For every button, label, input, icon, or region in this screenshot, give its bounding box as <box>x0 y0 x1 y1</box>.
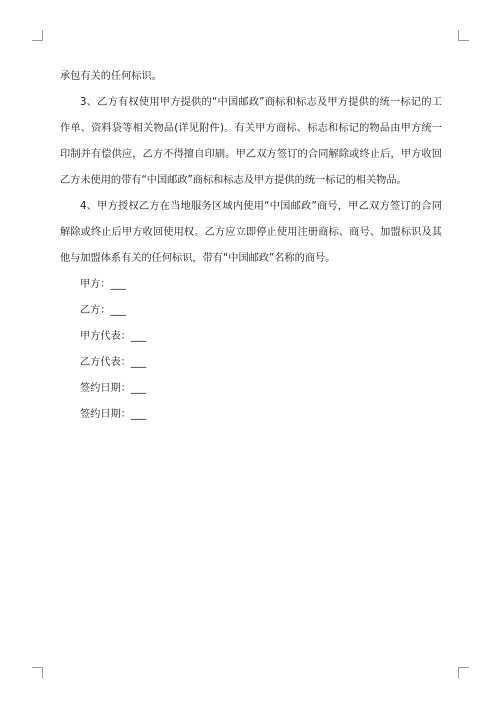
crop-mark-top-left <box>32 30 43 41</box>
signature-party-b-representative: 乙方代表：___ <box>80 357 147 368</box>
signature-date-1: 签约日期：___ <box>80 383 147 394</box>
crop-mark-bottom-left <box>32 667 43 678</box>
paragraph-clause-4: 4、甲方授权乙方在当地服务区域内使用“中国邮政”商号，甲乙双方签订的合同解除或终止后甲方收回使用权。乙方应立即停止使用注册商标、商号、加盟标识及其他与加盟体系有关的任何标识，带有“中国邮政”名称的商号。 <box>60 201 442 264</box>
crop-mark-bottom-right <box>458 667 469 678</box>
signature-block <box>60 272 442 428</box>
signature-date-2: 签约日期：___ <box>80 409 147 420</box>
signature-party-a: 甲方：___ <box>80 279 126 290</box>
paragraph-continuation: 承包有关的任何标识。 <box>60 71 162 82</box>
signature-party-b: 乙方：___ <box>80 305 126 316</box>
crop-mark-top-right <box>458 30 469 41</box>
document-body <box>60 64 442 428</box>
paragraph-clause-3: 3、乙方有权使用甲方提供的“中国邮政”商标和标志及甲方提供的统一标记的工作单、资料袋等相关物品(详见附件)。有关甲方商标、标志和标记的物品由甲方统一印制并有偿供应，乙方不得擅自印刷。甲乙双方签订的合同解除或终止后，甲方收回乙方未使用的带有“中国邮政”商标和标志及甲方提供的统一标记的相关物品。 <box>60 97 442 186</box>
signature-party-a-representative: 甲方代表：___ <box>80 331 147 342</box>
